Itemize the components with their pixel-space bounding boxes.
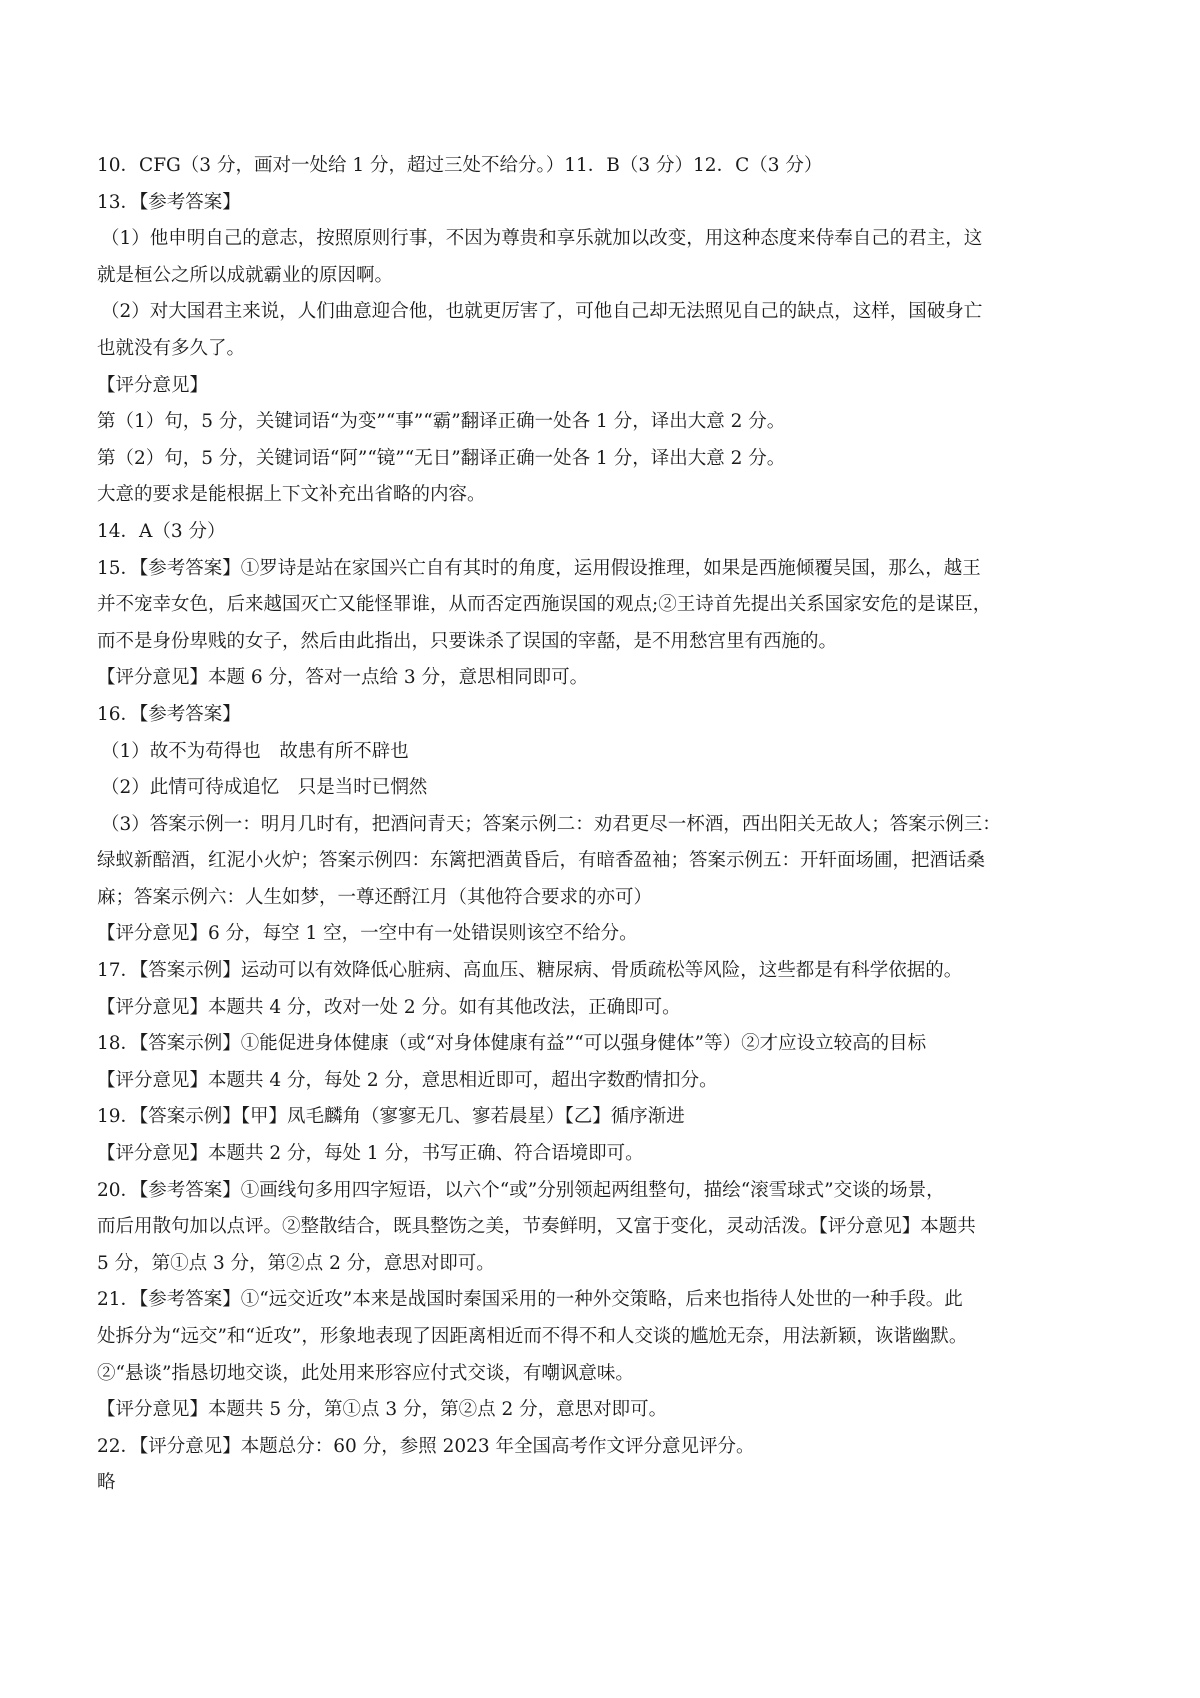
text-line: 并不宠幸女色，后来越国灭亡又能怪罪谁，从而否定西施误国的观点;②王诗首先提出关系国家安危的是谋臣， [97, 594, 992, 616]
answer-key-content [97, 148, 1107, 1502]
text-line: （2）此情可待成追忆 只是当时已惘然 [101, 777, 428, 799]
text-line: 【评分意见】本题共 2 分，每处 1 分，书写正确、符合语境即可。 [97, 1143, 644, 1165]
text-line: 21．【参考答案】①“远交近攻”本来是战国时秦国采用的一种外交策略，后来也指待人处世的一种手段。此 [97, 1289, 963, 1311]
text-line: 22．【评分意见】本题总分：60 分，参照 2023 年全国高考作文评分意见评分。 [97, 1435, 755, 1457]
text-line: 绿蚁新醅酒，红泥小火炉；答案示例四：东篱把酒黄昏后，有暗香盈袖；答案示例五：开轩面场圃，把酒话桑 [97, 850, 986, 872]
text-line: 15．【参考答案】①罗诗是站在家国兴亡自有其时的角度，运用假设推理，如果是西施倾覆吴国，那么，越王 [97, 557, 981, 579]
text-line: 13．【参考答案】 [97, 191, 241, 213]
text-line: 略 [97, 1472, 116, 1494]
text-line: 而不是身份卑贱的女子，然后由此指出，只要诛杀了误国的宰嚭，是不用愁宫里有西施的。 [97, 630, 838, 652]
text-line: ②“悬谈”指恳切地交谈，此处用来形容应付式交谈，有嘲讽意味。 [97, 1362, 634, 1384]
text-line: 而后用散句加以点评。②整散结合，既具整饬之美，节奏鲜明，又富于变化，灵动活泼。【评分意见】本题共 [97, 1216, 976, 1238]
text-line: 14．A（3 分） [97, 520, 226, 542]
text-line: 16．【参考答案】 [97, 703, 241, 725]
text-line: 【评分意见】本题 6 分，答对一点给 3 分，意思相同即可。 [97, 667, 589, 689]
text-line: 就是桓公之所以成就霸业的原因啊。 [97, 264, 394, 286]
text-line: （1）他申明自己的意志，按照原则行事，不因为尊贵和享乐就加以改变，用这种态度来侍奉自己的君主，这 [101, 228, 983, 250]
text-line: 【评分意见】本题共 4 分，每处 2 分，意思相近即可，超出字数酌情扣分。 [97, 1069, 718, 1091]
text-line: 17．【答案示例】运动可以有效降低心脏病、高血压、糖尿病、骨质疏松等风险，这些都是有科学依据的。 [97, 960, 963, 982]
text-line: 第（1）句，5 分，关键词语“为变”“事”“霸”翻译正确一处各 1 分，译出大意 2 分。 [97, 411, 786, 433]
text-line: （1）故不为苟得也 故患有所不辟也 [101, 740, 409, 762]
text-line: 大意的要求是能根据上下文补充出省略的内容。 [97, 484, 486, 506]
text-line: （3）答案示例一：明月几时有，把酒问青天；答案示例二：劝君更尽一杯酒，西出阳关无故人；答案示例三： [101, 813, 1001, 835]
text-line: 5 分，第①点 3 分，第②点 2 分，意思对即可。 [97, 1252, 495, 1274]
text-line: （2）对大国君主来说，人们曲意迎合他，也就更厉害了，可他自己却无法照见自己的缺点，这样，国破身亡 [101, 301, 983, 323]
text-line: 第（2）句，5 分，关键词语“阿”“镜”“无日”翻译正确一处各 1 分，译出大意 2 分。 [97, 447, 786, 469]
text-line: 【评分意见】 [97, 374, 209, 396]
text-line: 10．CFG（3 分，画对一处给 1 分，超过三处不给分。）11．B（3 分）12．C（3 分） [97, 155, 823, 176]
text-line: 【评分意见】6 分，每空 1 空，一空中有一处错误则该空不给分。 [97, 923, 638, 945]
text-line: 【评分意见】本题共 4 分，改对一处 2 分。如有其他改法，正确即可。 [97, 996, 681, 1018]
text-line: 18．【答案示例】①能促进身体健康（或“对身体健康有益”“可以强身健体”等）②才应设立较高的目标 [97, 1033, 927, 1055]
text-line: 麻；答案示例六：人生如梦，一尊还酹江月（其他符合要求的亦可） [97, 886, 653, 908]
text-line: 19．【答案示例】【甲】凤毛麟角（寥寥无几、寥若晨星）【乙】循序渐进 [97, 1106, 685, 1128]
text-line: 【评分意见】本题共 5 分，第①点 3 分，第②点 2 分，意思对即可。 [97, 1399, 668, 1421]
text-line: 也就没有多久了。 [97, 337, 246, 359]
text-line: 处拆分为“远交”和“近攻”，形象地表现了因距离相近而不得不和人交谈的尴尬无奈，用法新颖，诙谐幽默。 [97, 1326, 968, 1347]
text-line: 20．【参考答案】①画线句多用四字短语，以六个“或”分别领起两组整句，描绘“滚雪球式”交谈的场景， [97, 1179, 945, 1201]
